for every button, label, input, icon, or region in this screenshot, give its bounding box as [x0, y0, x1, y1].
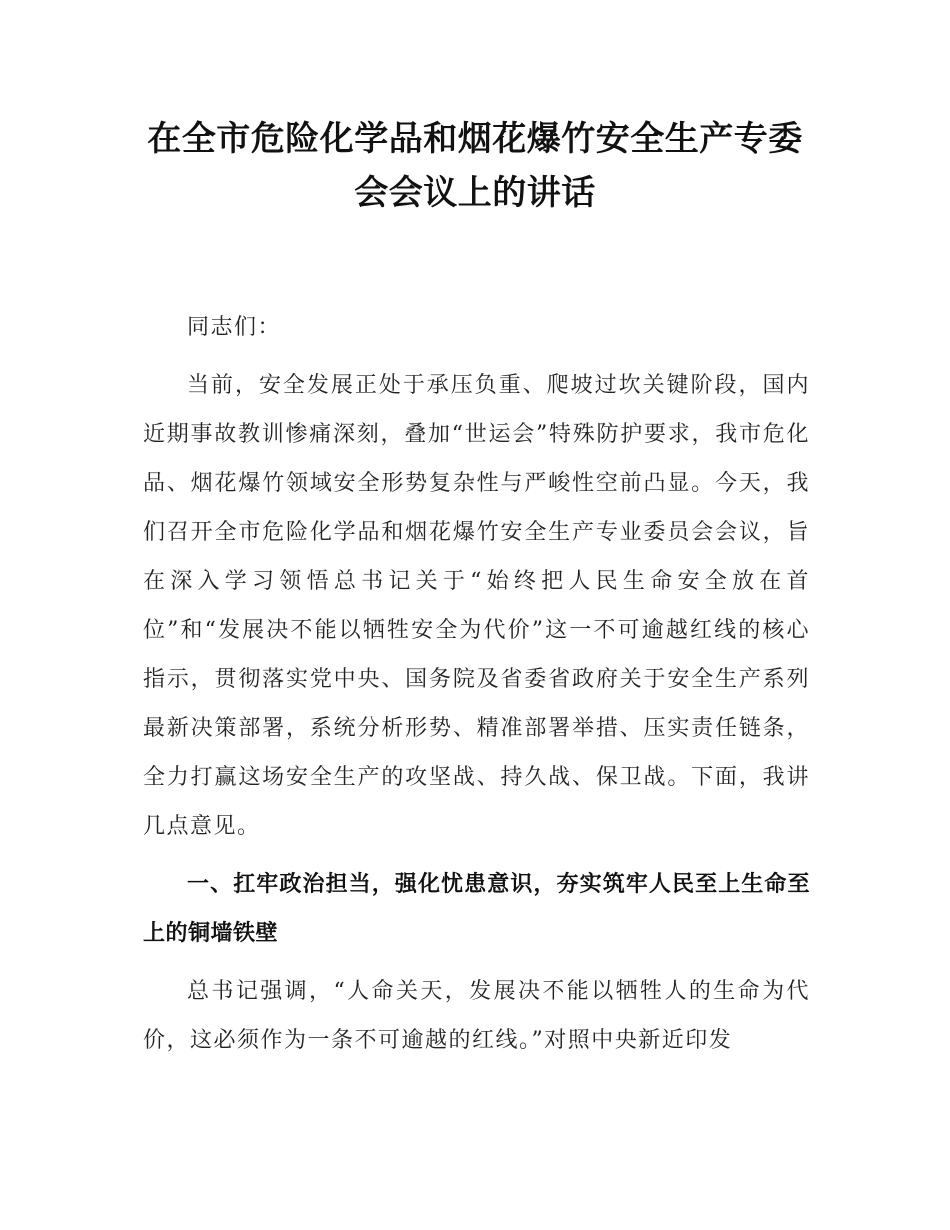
- salutation: 同志们：: [187, 315, 282, 340]
- section-heading-1: 一、扛牢政治担当，强化忧患意识，夯实筑牢人民至上生命至上的铜墙铁壁: [143, 872, 810, 946]
- title-line-2: 会会议上的讲话: [354, 173, 596, 213]
- document-title: [100, 112, 850, 220]
- document-body: [143, 303, 810, 1074]
- paragraph-intro: 当前，安全发展正处于承压负重、爬坡过坎关键阶段，国内近期事故教训惨痛深刻，叠加“世运会”特殊防护要求，我市危化品、烟花爆竹领域安全形势复杂性与严峻性空前凸显。今天，我们召开全市危险化学品和烟花爆竹安全生产专业委员会会议，旨在深入学习领悟总书记关于“始终把人民生命安全放在首位”和“发展决不能以牺牲安全为代价”这一不可逾越红线的核心指示，贯彻落实党中央、国务院及省委省政府关于安全生产系列最新决策部署，系统分析形势、精准部署举措、压实责任链条，全力打赢这场安全生产的攻坚战、持久战、保卫战。下面，我讲几点意见。: [143, 373, 810, 839]
- title-line-1: 在全市危险化学品和烟花爆竹安全生产专委: [147, 119, 803, 159]
- paragraph-section-1: 总书记强调，“人命关天，发展决不能以牺牲人的生命为代价，这必须作为一条不可逾越的红线。”对照中央新近印发: [143, 979, 810, 1053]
